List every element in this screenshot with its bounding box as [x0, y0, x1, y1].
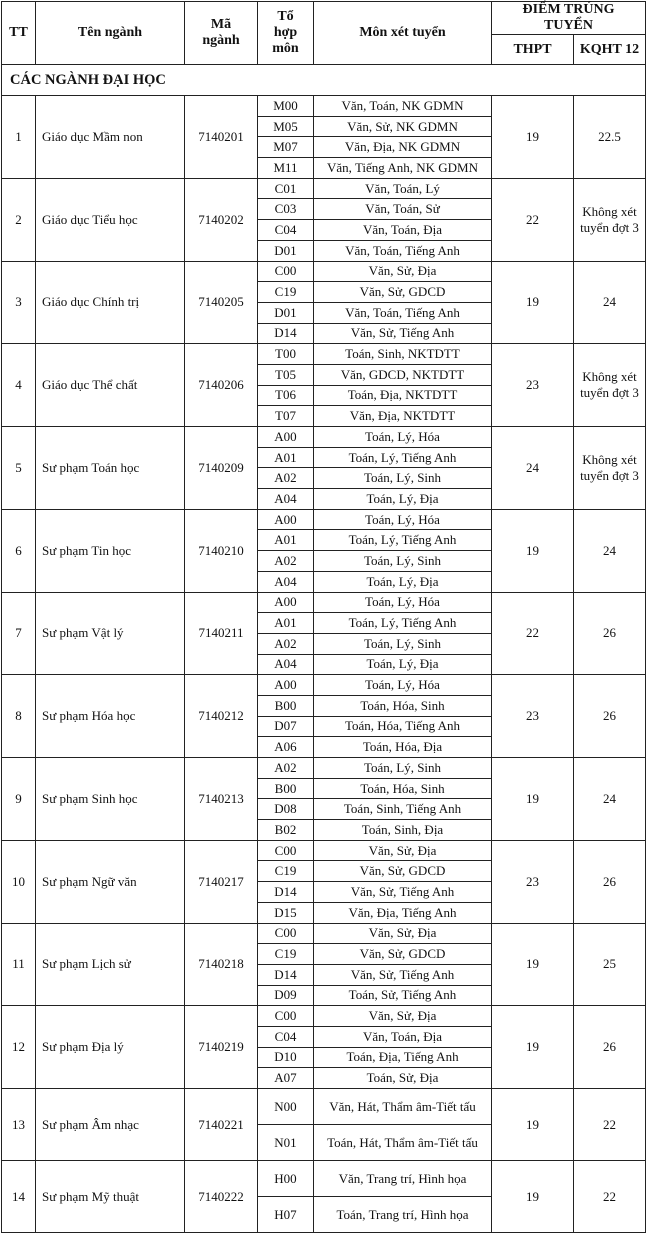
row-major-code: 7140209	[185, 427, 258, 510]
row-combination: N01	[258, 1125, 314, 1161]
row-combination: C00	[258, 261, 314, 282]
row-combination: D01	[258, 240, 314, 261]
table-row	[2, 675, 646, 696]
row-thpt-score: 19	[492, 1161, 574, 1233]
row-subjects: Văn, Toán, Địa	[314, 220, 492, 241]
row-combination: C00	[258, 840, 314, 861]
table-row	[2, 1006, 646, 1027]
row-thpt-score: 19	[492, 923, 574, 1006]
row-tt: 13	[2, 1089, 36, 1161]
row-subjects: Văn, Toán, Tiếng Anh	[314, 240, 492, 261]
row-kqht-score: 26	[574, 675, 646, 758]
row-kqht-score: 26	[574, 592, 646, 675]
row-thpt-score: 19	[492, 1089, 574, 1161]
row-subjects: Văn, Sử, GDCD	[314, 861, 492, 882]
row-combination: M07	[258, 137, 314, 158]
row-major-code: 7140213	[185, 758, 258, 841]
row-tt: 10	[2, 840, 36, 923]
row-subjects: Toán, Hóa, Địa	[314, 737, 492, 758]
row-kqht-score: Không xét tuyển đợt 3	[574, 178, 646, 261]
row-combination: T07	[258, 406, 314, 427]
row-tt: 12	[2, 1006, 36, 1089]
row-tt: 2	[2, 178, 36, 261]
row-subjects: Toán, Lý, Sinh	[314, 468, 492, 489]
row-major-name: Giáo dục Tiểu học	[36, 178, 185, 261]
row-subjects: Văn, Sử, Tiếng Anh	[314, 964, 492, 985]
row-combination: C04	[258, 220, 314, 241]
row-tt: 9	[2, 758, 36, 841]
row-thpt-score: 22	[492, 592, 574, 675]
admission-scores-table	[1, 1, 646, 1233]
row-combination: B00	[258, 778, 314, 799]
row-tt: 1	[2, 96, 36, 179]
row-subjects: Toán, Địa, NKTDTT	[314, 385, 492, 406]
row-combination: C19	[258, 944, 314, 965]
row-combination: D10	[258, 1047, 314, 1068]
row-combination: D15	[258, 902, 314, 923]
row-thpt-score: 22	[492, 178, 574, 261]
row-thpt-score: 19	[492, 261, 574, 344]
row-subjects: Văn, Sử, Tiếng Anh	[314, 882, 492, 903]
row-major-code: 7140218	[185, 923, 258, 1006]
row-kqht-score: 24	[574, 758, 646, 841]
row-subjects: Văn, Sử, Địa	[314, 1006, 492, 1027]
row-tt: 6	[2, 509, 36, 592]
row-subjects: Toán, Trang trí, Hình họa	[314, 1197, 492, 1233]
table-row	[2, 840, 646, 861]
row-major-name: Sư phạm Địa lý	[36, 1006, 185, 1089]
row-major-code: 7140201	[185, 96, 258, 179]
header-score-group: ĐIỂM TRÚNG TUYỂN	[492, 2, 646, 35]
header-thpt: THPT	[492, 35, 574, 65]
row-combination: D09	[258, 985, 314, 1006]
row-combination: A02	[258, 633, 314, 654]
row-major-code: 7140219	[185, 1006, 258, 1089]
table-row	[2, 592, 646, 613]
row-thpt-score: 23	[492, 675, 574, 758]
row-combination: A00	[258, 592, 314, 613]
row-subjects: Văn, Tiếng Anh, NK GDMN	[314, 158, 492, 179]
row-subjects: Toán, Lý, Hóa	[314, 675, 492, 696]
row-major-code: 7140210	[185, 509, 258, 592]
row-major-code: 7140221	[185, 1089, 258, 1161]
row-combination: D07	[258, 716, 314, 737]
row-major-code: 7140222	[185, 1161, 258, 1233]
row-combination: N00	[258, 1089, 314, 1125]
row-major-name: Sư phạm Mỹ thuật	[36, 1161, 185, 1233]
row-major-code: 7140202	[185, 178, 258, 261]
row-major-name: Sư phạm Sinh học	[36, 758, 185, 841]
row-combination: M11	[258, 158, 314, 179]
row-combination: A00	[258, 675, 314, 696]
table-row	[2, 344, 646, 365]
row-combination: C04	[258, 1026, 314, 1047]
row-subjects: Toán, Sinh, Địa	[314, 820, 492, 841]
row-major-name: Giáo dục Thể chất	[36, 344, 185, 427]
row-combination: T00	[258, 344, 314, 365]
row-major-name: Giáo dục Chính trị	[36, 261, 185, 344]
table-row	[2, 178, 646, 199]
row-major-code: 7140212	[185, 675, 258, 758]
row-subjects: Toán, Hóa, Sinh	[314, 778, 492, 799]
table-row	[2, 1161, 646, 1197]
row-combination: A04	[258, 571, 314, 592]
row-major-code: 7140205	[185, 261, 258, 344]
row-combination: H07	[258, 1197, 314, 1233]
row-kqht-score: 24	[574, 261, 646, 344]
table-row	[2, 923, 646, 944]
row-subjects: Văn, Trang trí, Hình họa	[314, 1161, 492, 1197]
row-kqht-score: 26	[574, 1006, 646, 1089]
row-subjects: Văn, Toán, Tiếng Anh	[314, 302, 492, 323]
row-thpt-score: 19	[492, 758, 574, 841]
row-combination: A01	[258, 530, 314, 551]
row-combination: A06	[258, 737, 314, 758]
row-combination: C03	[258, 199, 314, 220]
row-combination: B00	[258, 695, 314, 716]
row-subjects: Toán, Lý, Tiếng Anh	[314, 530, 492, 551]
header-major-code: Mã ngành	[185, 2, 258, 65]
row-subjects: Toán, Lý, Tiếng Anh	[314, 613, 492, 634]
row-combination: C01	[258, 178, 314, 199]
row-combination: T06	[258, 385, 314, 406]
row-tt: 14	[2, 1161, 36, 1233]
row-major-name: Sư phạm Ngữ văn	[36, 840, 185, 923]
row-subjects: Toán, Hóa, Tiếng Anh	[314, 716, 492, 737]
row-subjects: Văn, Hát, Thẩm âm-Tiết tấu	[314, 1089, 492, 1125]
row-subjects: Văn, Sử, Địa	[314, 923, 492, 944]
row-combination: T05	[258, 364, 314, 385]
row-subjects: Văn, Toán, NK GDMN	[314, 96, 492, 117]
table-row	[2, 261, 646, 282]
row-subjects: Văn, Sử, Tiếng Anh	[314, 323, 492, 344]
row-major-name: Sư phạm Âm nhạc	[36, 1089, 185, 1161]
row-subjects: Văn, Toán, Lý	[314, 178, 492, 199]
row-subjects: Văn, Toán, Địa	[314, 1026, 492, 1047]
row-major-code: 7140206	[185, 344, 258, 427]
row-combination: A01	[258, 613, 314, 634]
table-row	[2, 758, 646, 779]
row-subjects: Văn, Toán, Sử	[314, 199, 492, 220]
row-combination: D14	[258, 964, 314, 985]
header-kqht: KQHT 12	[574, 35, 646, 65]
row-combination: C19	[258, 861, 314, 882]
row-combination: D14	[258, 882, 314, 903]
row-subjects: Văn, Địa, NK GDMN	[314, 137, 492, 158]
row-combination: H00	[258, 1161, 314, 1197]
row-tt: 5	[2, 427, 36, 510]
row-tt: 4	[2, 344, 36, 427]
row-combination: A00	[258, 427, 314, 448]
row-tt: 11	[2, 923, 36, 1006]
row-kqht-score: 22	[574, 1161, 646, 1233]
header-major-name: Tên ngành	[36, 2, 185, 65]
row-subjects: Văn, Sử, Địa	[314, 840, 492, 861]
table-row	[2, 509, 646, 530]
row-subjects: Toán, Sử, Địa	[314, 1068, 492, 1089]
row-subjects: Văn, Sử, NK GDMN	[314, 116, 492, 137]
row-subjects: Toán, Lý, Hóa	[314, 509, 492, 530]
row-kqht-score: Không xét tuyển đợt 3	[574, 344, 646, 427]
row-thpt-score: 19	[492, 509, 574, 592]
row-kqht-score: 22	[574, 1089, 646, 1161]
row-combination: A01	[258, 447, 314, 468]
row-combination: C00	[258, 1006, 314, 1027]
row-combination: A04	[258, 654, 314, 675]
row-thpt-score: 19	[492, 96, 574, 179]
row-subjects: Văn, Địa, NKTDTT	[314, 406, 492, 427]
row-subjects: Văn, Sử, Địa	[314, 261, 492, 282]
row-combination: D01	[258, 302, 314, 323]
row-subjects: Toán, Hóa, Sinh	[314, 695, 492, 716]
row-subjects: Toán, Lý, Hóa	[314, 592, 492, 613]
row-subjects: Văn, Sử, GDCD	[314, 282, 492, 303]
row-combination: C19	[258, 282, 314, 303]
row-combination: C00	[258, 923, 314, 944]
row-major-name: Sư phạm Hóa học	[36, 675, 185, 758]
row-subjects: Toán, Lý, Hóa	[314, 427, 492, 448]
header-tt: TT	[2, 2, 36, 65]
row-subjects: Toán, Lý, Sinh	[314, 758, 492, 779]
row-combination: M00	[258, 96, 314, 117]
row-combination: D14	[258, 323, 314, 344]
row-major-name: Sư phạm Tin học	[36, 509, 185, 592]
row-combination: A02	[258, 468, 314, 489]
row-combination: A02	[258, 758, 314, 779]
row-tt: 8	[2, 675, 36, 758]
row-subjects: Văn, Địa, Tiếng Anh	[314, 902, 492, 923]
row-combination: M05	[258, 116, 314, 137]
row-major-name: Sư phạm Toán học	[36, 427, 185, 510]
row-major-name: Giáo dục Mầm non	[36, 96, 185, 179]
table-row	[2, 1089, 646, 1125]
row-tt: 7	[2, 592, 36, 675]
row-kqht-score: 26	[574, 840, 646, 923]
row-tt: 3	[2, 261, 36, 344]
row-subjects: Toán, Lý, Địa	[314, 654, 492, 675]
row-subjects: Văn, GDCD, NKTDTT	[314, 364, 492, 385]
row-subjects: Toán, Lý, Tiếng Anh	[314, 447, 492, 468]
header-subjects: Môn xét tuyển	[314, 2, 492, 65]
row-subjects: Toán, Địa, Tiếng Anh	[314, 1047, 492, 1068]
row-thpt-score: 24	[492, 427, 574, 510]
header-combination: Tổ hợp môn	[258, 2, 314, 65]
row-thpt-score: 23	[492, 840, 574, 923]
table-row	[2, 96, 646, 117]
row-kqht-score: 24	[574, 509, 646, 592]
row-subjects: Toán, Lý, Sinh	[314, 633, 492, 654]
row-subjects: Văn, Sử, GDCD	[314, 944, 492, 965]
row-subjects: Toán, Hát, Thẩm âm-Tiết tấu	[314, 1125, 492, 1161]
table-row	[2, 427, 646, 448]
row-combination: B02	[258, 820, 314, 841]
row-subjects: Toán, Lý, Địa	[314, 571, 492, 592]
row-combination: A04	[258, 489, 314, 510]
row-thpt-score: 23	[492, 344, 574, 427]
row-kqht-score: 22.5	[574, 96, 646, 179]
row-subjects: Toán, Sinh, NKTDTT	[314, 344, 492, 365]
row-combination: A02	[258, 551, 314, 572]
row-major-code: 7140211	[185, 592, 258, 675]
row-kqht-score: Không xét tuyển đợt 3	[574, 427, 646, 510]
row-major-name: Sư phạm Vật lý	[36, 592, 185, 675]
row-subjects: Toán, Lý, Sinh	[314, 551, 492, 572]
row-major-name: Sư phạm Lịch sử	[36, 923, 185, 1006]
row-subjects: Toán, Sử, Tiếng Anh	[314, 985, 492, 1006]
row-kqht-score: 25	[574, 923, 646, 1006]
row-combination: D08	[258, 799, 314, 820]
row-subjects: Toán, Lý, Địa	[314, 489, 492, 510]
row-thpt-score: 19	[492, 1006, 574, 1089]
row-combination: A00	[258, 509, 314, 530]
section-title: CÁC NGÀNH ĐẠI HỌC	[2, 65, 646, 96]
row-combination: A07	[258, 1068, 314, 1089]
row-major-code: 7140217	[185, 840, 258, 923]
row-subjects: Toán, Sinh, Tiếng Anh	[314, 799, 492, 820]
